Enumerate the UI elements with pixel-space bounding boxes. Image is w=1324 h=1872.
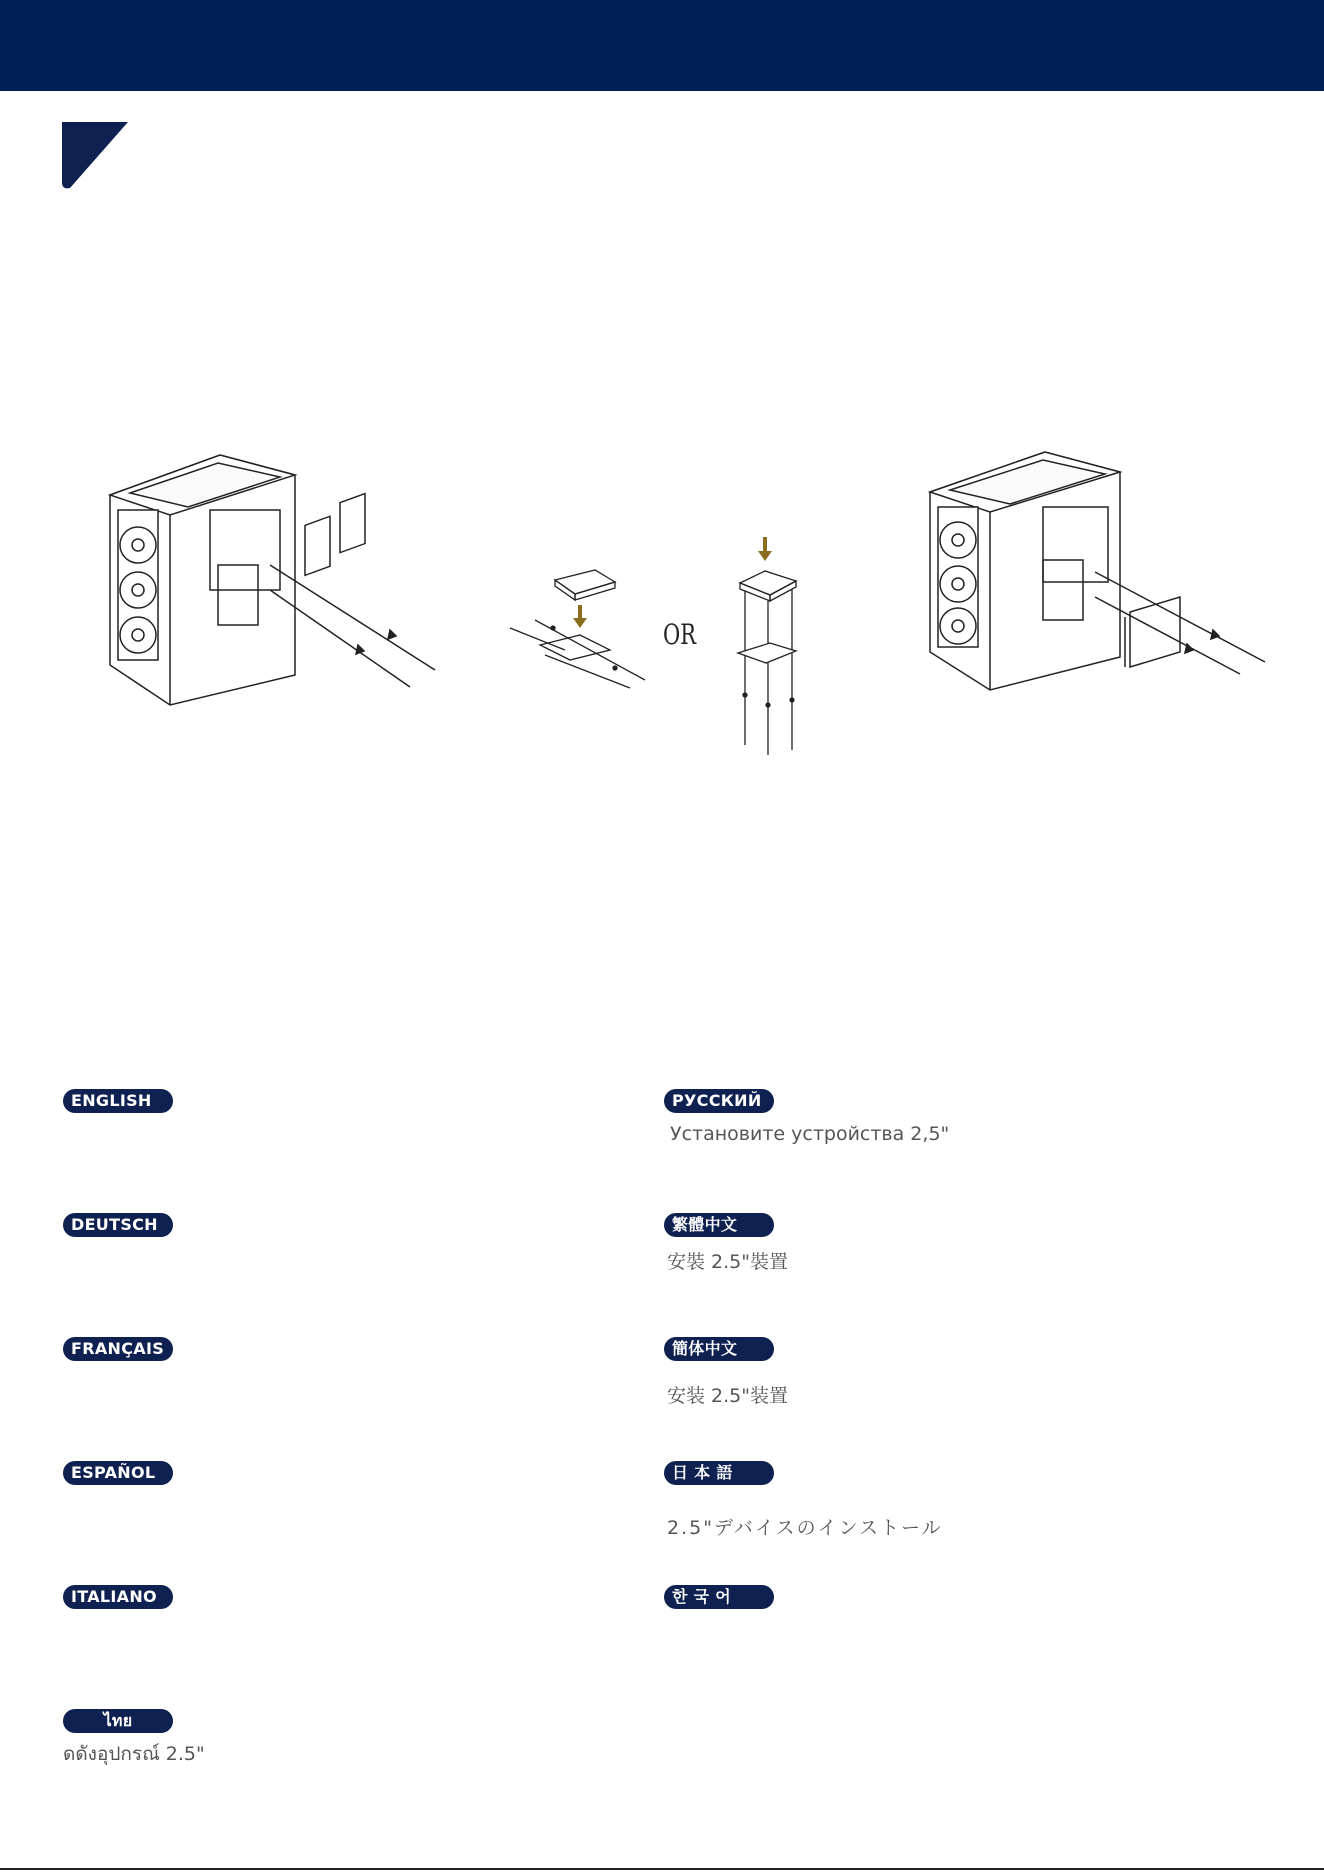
lang-block-francais [63, 1337, 583, 1371]
lang-badge-japanese: 日 本 語 [664, 1461, 774, 1485]
lang-badge-traditional-chinese: 繁體中文 [664, 1213, 774, 1237]
lang-badge-italiano: ITALIANO [63, 1585, 173, 1609]
lang-badge-english: ENGLISH [63, 1089, 173, 1113]
lang-badge-espanol: ESPAÑOL [63, 1461, 173, 1485]
lang-text-japanese: 2.5"デバイスのインストール [667, 1517, 943, 1539]
lang-block-thai [63, 1709, 583, 1769]
lang-block-traditional-chinese [664, 1213, 1184, 1274]
lang-block-simplified-chinese [664, 1337, 1184, 1408]
lang-block-italiano [63, 1585, 583, 1619]
lang-badge-thai: ไทย [63, 1709, 173, 1733]
lang-block-korean [664, 1585, 1184, 1619]
lang-badge-korean: 한 국 어 [664, 1585, 774, 1609]
case-bracket-install-diagram [925, 412, 1270, 702]
lang-badge-simplified-chinese: 簡体中文 [664, 1337, 774, 1361]
lang-block-deutsch [63, 1213, 583, 1247]
header-bar [0, 0, 1324, 91]
lang-text-russian: Установите устройства 2,5" [670, 1123, 950, 1145]
lang-block-english [63, 1089, 583, 1123]
lang-block-espanol [63, 1461, 583, 1495]
ssd-tray-vertical-diagram [730, 535, 810, 765]
lang-text-thai: ดดังอุปกรณ์ 2.5" [63, 1743, 205, 1765]
lang-block-russian [664, 1089, 1184, 1145]
lang-text-simplified-chinese: 安装 2.5"装置 [667, 1385, 788, 1407]
lang-badge-russian: РУССКИЙ [664, 1089, 774, 1113]
step-marker-icon [62, 122, 130, 190]
bottom-rule [0, 1868, 1324, 1870]
case-bracket-removal-diagram [100, 415, 450, 715]
lang-badge-deutsch: DEUTSCH [63, 1213, 173, 1237]
lang-block-japanese [664, 1461, 1184, 1540]
lang-badge-francais: FRANÇAIS [63, 1337, 173, 1361]
lang-text-traditional-chinese: 安裝 2.5"裝置 [667, 1251, 788, 1273]
ssd-tray-flat-diagram [505, 560, 665, 700]
or-separator: OR [663, 618, 697, 651]
